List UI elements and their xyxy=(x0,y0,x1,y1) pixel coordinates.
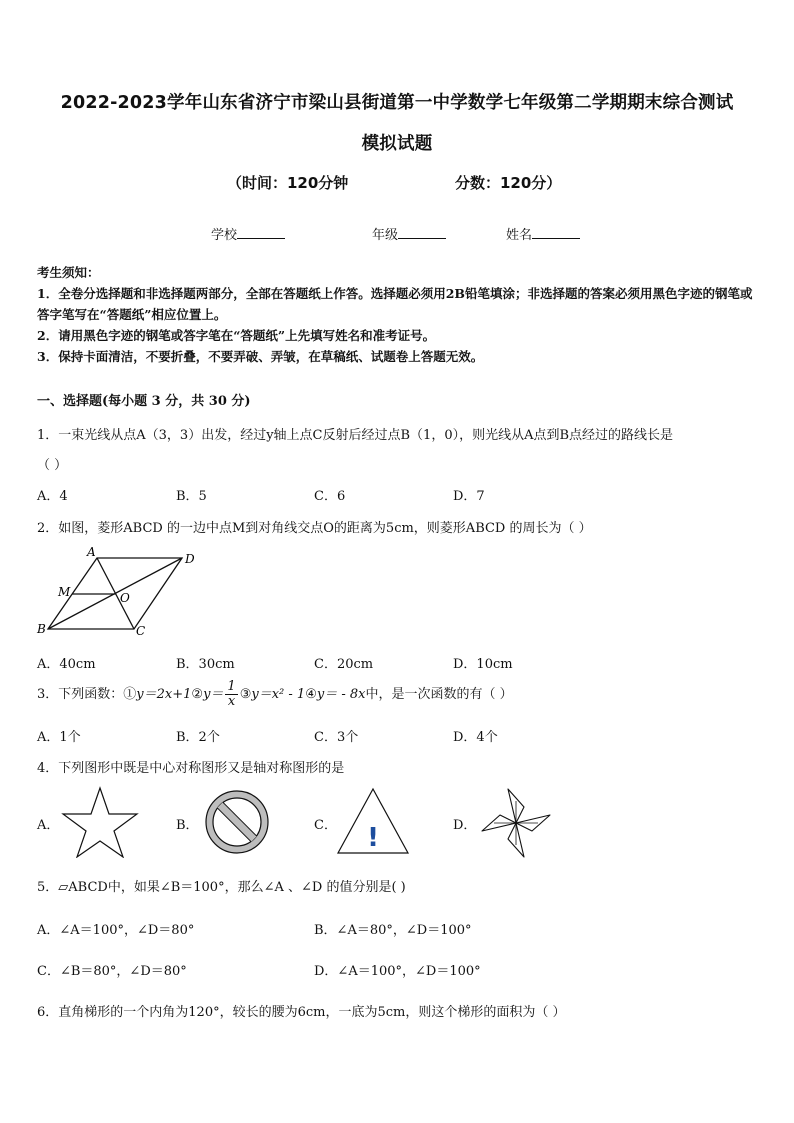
rhombus-figure xyxy=(30,543,205,643)
grade-blank[interactable] xyxy=(398,226,446,239)
name-field[interactable] xyxy=(506,224,580,243)
q3-circle-4: ④ xyxy=(305,687,317,702)
q1-option-b[interactable]: B．5 xyxy=(176,489,207,504)
q3-option-c[interactable]: C．3个 xyxy=(314,730,359,745)
q3-func-3: y＝x² - 1 xyxy=(251,687,306,702)
q3-circle-2: ② xyxy=(191,687,204,702)
q4-option-c[interactable]: C． xyxy=(314,818,337,833)
q3-func-1: y＝2x+1 xyxy=(136,687,192,702)
question-5-text: 5．▱ABCD中，如果∠B＝100°，那么∠A 、∠D 的值分别是( ) xyxy=(37,880,406,895)
question-4-text: 4．下列图形中既是中心对称图形又是轴对称图形的是 xyxy=(37,761,345,776)
q3-suffix: 中，是一次函数的有（ ） xyxy=(365,687,513,702)
q2-option-a[interactable]: A．40cm xyxy=(37,657,96,672)
name-label: 姓名 xyxy=(506,228,533,243)
grade-field[interactable] xyxy=(372,224,446,243)
label-o: O xyxy=(120,591,130,605)
school-label: 学校 xyxy=(211,228,238,243)
notice-item-3: 3．保持卡面清洁，不要折叠，不要弄破、弄皱，在草稿纸、试题卷上答题无效。 xyxy=(37,349,484,364)
q3-circle-3: ③ xyxy=(239,687,252,702)
grade-label: 年级 xyxy=(372,228,399,243)
q3-option-d[interactable]: D．4个 xyxy=(453,730,498,745)
question-6-text: 6．直角梯形的一个内角为120°，较长的腰为6cm，一底为5cm，则这个梯形的面积为（ ） xyxy=(37,1005,566,1020)
q5-option-b[interactable]: B．∠A＝80°，∠D＝100° xyxy=(314,923,472,938)
q2-option-b[interactable]: B．30cm xyxy=(176,657,235,672)
q3-fraction-numerator: 1 xyxy=(227,679,236,694)
q3-func-4: y＝ - 8x xyxy=(316,687,366,702)
q3-option-b[interactable]: B．2个 xyxy=(176,730,220,745)
q2-option-c[interactable]: C．20cm xyxy=(314,657,374,672)
question-1-paren: （ ） xyxy=(37,458,68,473)
label-a: A xyxy=(87,545,96,559)
star-icon xyxy=(60,786,140,858)
pinwheel-icon xyxy=(478,785,554,861)
no-entry-sign-icon xyxy=(203,788,271,856)
q1-option-c[interactable]: C．6 xyxy=(314,489,346,504)
warning-triangle-icon xyxy=(335,786,411,856)
q3-option-a[interactable]: A．1个 xyxy=(37,730,81,745)
question-2-text: 2．如图，菱形ABCD 的一边中点M到对角线交点O的距离为5cm，则菱形ABCD 的周长为（ ） xyxy=(37,521,592,536)
q4-option-d[interactable]: D． xyxy=(453,818,477,833)
label-m: M xyxy=(58,585,71,599)
school-field[interactable] xyxy=(211,224,285,243)
q4-option-a[interactable]: A． xyxy=(37,818,60,833)
q3-fraction xyxy=(225,680,237,709)
warning-exclamation: ! xyxy=(367,823,379,853)
label-c: C xyxy=(136,624,146,638)
notice-item-2: 2．请用黑色字迹的钢笔或答字笔在“答题纸”上先填写姓名和准考证号。 xyxy=(37,328,436,343)
question-1-text: 1．一束光线从点A（3，3）出发，经过y轴上点C反射后经过点B（1，0），则光线从A点到B点经过的路线长是 xyxy=(37,428,674,443)
q3-func-2-lhs: y＝ xyxy=(203,687,224,702)
exam-notice xyxy=(37,262,757,367)
exam-score: 分数：120分） xyxy=(455,174,562,192)
school-blank[interactable] xyxy=(237,226,285,239)
exam-time: （时间：120分钟 xyxy=(227,174,349,192)
q5-option-c[interactable]: C．∠B＝80°，∠D＝80° xyxy=(37,964,187,979)
question-3-text xyxy=(37,680,513,709)
q5-option-a[interactable]: A．∠A＝100°，∠D＝80° xyxy=(37,923,195,938)
q4-option-b[interactable]: B． xyxy=(176,818,199,833)
q5-option-d[interactable]: D．∠A＝100°，∠D＝100° xyxy=(314,964,481,979)
name-blank[interactable] xyxy=(532,226,580,239)
exam-title-line2: 模拟试题 xyxy=(361,134,433,154)
q1-option-d[interactable]: D．7 xyxy=(453,489,485,504)
q2-option-d[interactable]: D．10cm xyxy=(453,657,513,672)
label-d: D xyxy=(185,552,195,566)
exam-title-line1: 2022-2023学年山东省济宁市梁山县街道第一中学数学七年级第二学期期末综合测试 xyxy=(60,93,734,113)
section-heading: 一、选择题(每小题 3 分，共 30 分) xyxy=(37,394,251,409)
q3-prefix: 3．下列函数：① xyxy=(37,687,137,702)
q1-option-a[interactable]: A．4 xyxy=(37,489,68,504)
label-b: B xyxy=(37,622,46,636)
q3-fraction-denominator: x xyxy=(227,694,236,709)
notice-item-1: 1．全卷分选择题和非选择题两部分，全部在答题纸上作答。选择题必须用2B铅笔填涂；非选择题的答案必须用黑色字迹的钢笔或答字笔写在“答题纸”相应位置上。 xyxy=(37,286,753,322)
notice-heading: 考生须知： xyxy=(37,265,100,280)
